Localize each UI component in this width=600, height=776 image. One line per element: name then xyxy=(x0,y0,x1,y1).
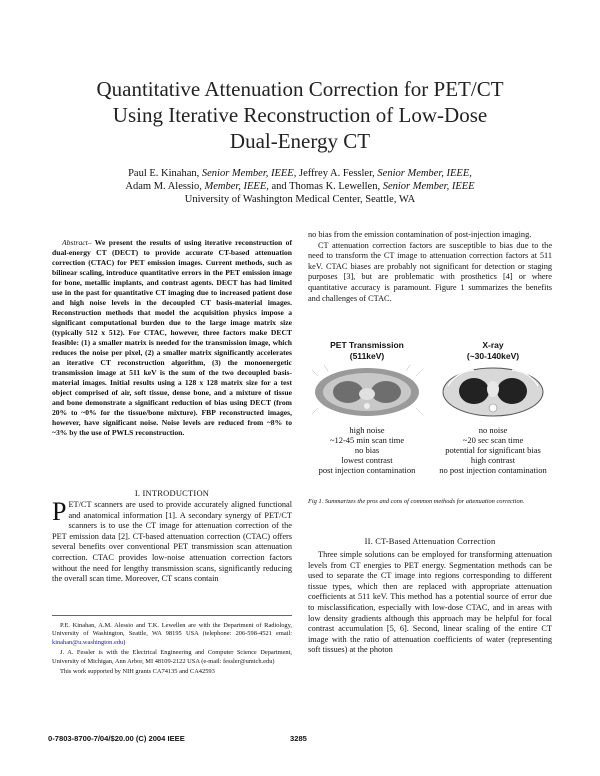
figure-1 xyxy=(308,340,552,510)
pet-item: high noise xyxy=(349,424,385,435)
pet-item: post injection contamination xyxy=(318,464,416,475)
pet-item: lowest contrast xyxy=(341,454,393,465)
section-2-paragraph: Three simple solutions can be employed for transforming attenuation levels from CT energies to PET energy. Segmentation methods can be used to separate the CT image into regions corresponding to different tissue types, which then are replaced with appropriate attenuation coefficients at 511 keV. This method has a potential source of error due to misclassification, especially with low-dose CTAC, and in areas with low density gradients although this approach may be helpful for focal contrast accumulation [5, 6]. Second, linear scaling of the entire CT image with the ratio of attenuation coefficients of water (representing soft tissues) at the photon xyxy=(308,550,552,655)
footnote-1-text: P.E. Kinahan, A.M. Alessio and T.K. Lewellen are with the Department of Radiology, University of Washington, Seattle, WA 98195 USA (telephone: 206-598-4521 email: xyxy=(52,622,292,638)
figure-pet-panel xyxy=(308,340,426,475)
title-line-3: Dual-Energy CT xyxy=(229,129,371,153)
footnote-3: This work supported by NIH grants CA74135 and CA42593 xyxy=(60,668,215,676)
footer-isbn: 0-7803-8700-7/04/$20.00 (C) 2004 IEEE xyxy=(48,734,185,743)
pet-item: no bias xyxy=(354,444,380,455)
title-line-2: Using Iterative Reconstruction of Low-Dose xyxy=(112,103,488,127)
pet-subtitle: (511keV) xyxy=(349,351,385,361)
xray-item: ~20 sec scan time xyxy=(462,434,524,445)
author-fessler: , Jeffrey A. Fessler, xyxy=(293,168,375,179)
footnotes xyxy=(52,615,292,678)
author-block xyxy=(40,167,560,206)
xray-item: no noise xyxy=(478,424,508,435)
abstract-lead: Abstract– xyxy=(62,238,92,247)
xray-list xyxy=(434,425,552,475)
xray-item: potential for significant bias xyxy=(445,444,541,455)
pet-transmission-image xyxy=(308,362,426,420)
author-line-1 xyxy=(40,167,560,180)
intro-heading: I. INTRODUCTION xyxy=(134,488,210,498)
author-fessler-role: Senior Member, IEEE, xyxy=(377,168,472,179)
page-number: 3285 xyxy=(290,734,307,743)
title-line-1: Quantitative Attenuation Correction for PET/CT xyxy=(96,77,504,101)
xray-subtitle: (~30-140keV) xyxy=(466,351,520,361)
footnote-2: J. A. Fessler is with the Electrical Engineering and Computer Science Department, University of Michigan, Ann Arbor, MI 48109-2122 USA (e-mail: fessler@umich.edu) xyxy=(52,649,292,665)
abstract-text: We present the results of using iterative reconstruction of dual-energy CT (DECT) to provide accurate CT-based attenuation correction (CTAC) for PET emission images. Current methods, such as bilinear scaling, introduce quantitative errors in the PET emission image for bone, metallic implants, and contrast agents. DECT has had limited use in the past for quantitative CT imaging due to increased patient dose and high noise levels in the decoupled CT basis-material images. Reconstruction methods that model the acquisition physics impose a significant computational burden due to the large image matrix size (typically 512 x 512). For CTAC, however, three factors make DECT feasible: (1) a smaller matrix is needed for the transmission image, which reduces the noise per pixel, (2) a smaller matrix significantly accelerates an iterative CT reconstruction algorithm, (3) the monoenergetic transmission image at 511 keV is the sum of the two decoupled basis-material images. Initial results using a 128 x 128 matrix size for a test object comprised of air, soft tissue, dense bone, and a mixture of tissue and bone demonstrate a significant reduction of bias using DECT (from 20% to ~0% for the tissue/bone mixture). FBP reconstructed images, however, have significant noise. Noise levels are reduced from ~8% to ~3% by the use of PWLS reconstruction. xyxy=(52,238,292,437)
author-alessio-role: Member, IEEE xyxy=(204,181,267,192)
abstract xyxy=(52,238,292,438)
xray-item: high contrast xyxy=(470,454,516,465)
right-column-text xyxy=(308,230,552,304)
author-line-2 xyxy=(40,180,560,193)
right-paragraph-0: no bias from the emission contamination of post-injection imaging. xyxy=(308,230,532,239)
author-kinahan-role: Senior Member, IEEE xyxy=(201,168,294,179)
author-lewellen-role: Senior Member, IEEE xyxy=(382,181,475,192)
affiliation: University of Washington Medical Center, Seattle, WA xyxy=(184,194,416,205)
figure-xray-panel xyxy=(434,340,552,475)
intro-text: ET/CT scanners are used to provide accurately aligned functional and anatomical information [1]. A secondary synergy of PET/CT scanners is to use the CT image for attenuation correction of the PET emission data [2]. CT-based attenuation correction (CTAC) offers several benefits over conventional PET transmission scan attenuation correction. CTAC provides low-noise attenuation correction factors without the need for lengthy transmission scans, significantly reducing the overall scan time. Moreover, CT scans contain xyxy=(52,500,292,584)
pet-title: PET Transmission xyxy=(330,340,404,350)
footnote-1 xyxy=(52,622,292,647)
intro-paragraph xyxy=(52,497,292,585)
footnote-1-end: ) xyxy=(123,638,126,646)
pet-list xyxy=(308,425,426,475)
xray-title: X-ray xyxy=(482,340,504,350)
intro-dropcap: P xyxy=(52,497,67,526)
pet-item: ~12-45 min scan time xyxy=(329,434,405,445)
author-lewellen: , and Thomas K. Lewellen, xyxy=(266,181,381,192)
xray-ct-image xyxy=(434,362,552,420)
author-kinahan: Paul E. Kinahan, xyxy=(128,168,200,179)
footnote-email-link[interactable]: kinahan@u.washington.edu xyxy=(52,638,124,646)
right-paragraph-1: CT attenuation correction factors are susceptible to bias due to the need to transform the CT image to attenuation correction factors at 511 keV. CTAC biases are probably not significant for detection or staging purposes [3], but are problematic with prosthetics [4] or where quantitative accuracy is paramount. Figure 1 summarizes the benefits and challenges of CTAC. xyxy=(308,240,552,303)
paper-title xyxy=(40,76,560,154)
xray-item: no post injection contamination xyxy=(439,464,547,475)
author-alessio: Adam M. Alessio, xyxy=(125,181,202,192)
figure-caption: Fig 1. Summarizes the pros and cons of common methods for attenuation correction. xyxy=(308,498,525,505)
section-2-heading: II. CT-Based Attenuation Correction xyxy=(364,536,496,546)
